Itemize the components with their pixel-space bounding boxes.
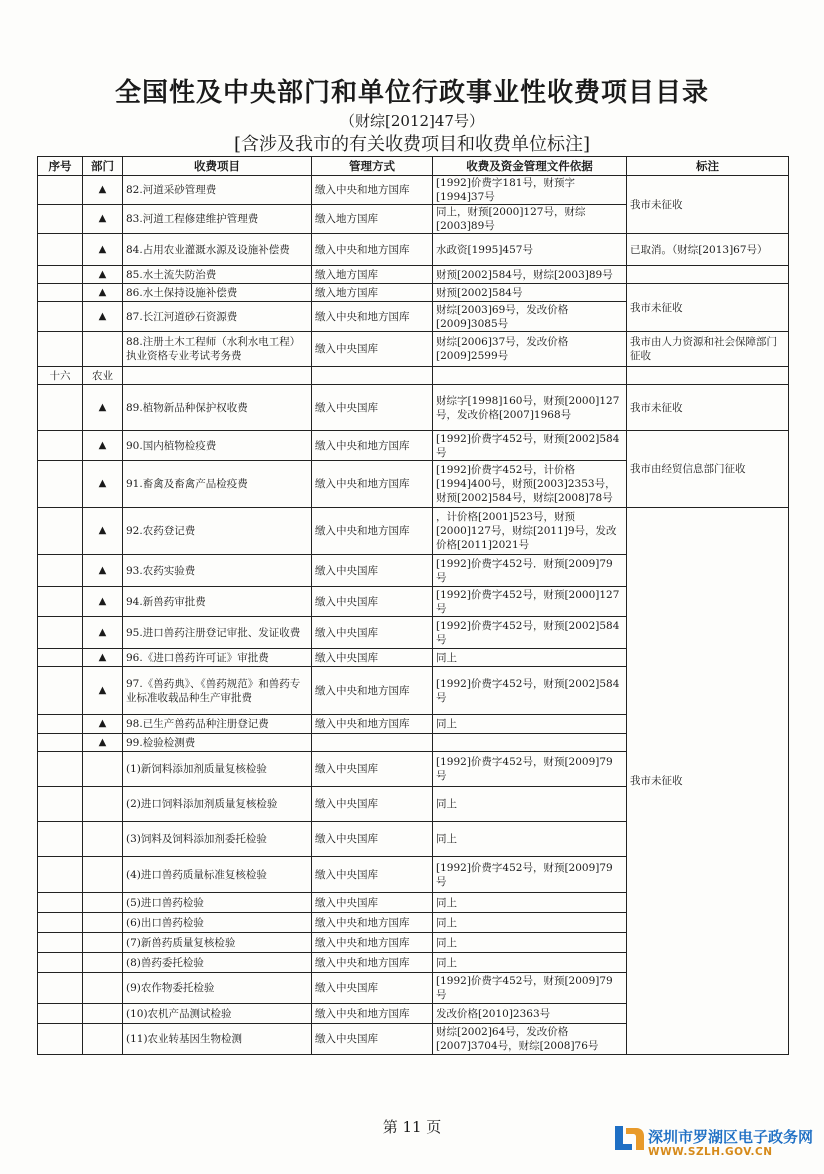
seq-cell bbox=[38, 234, 83, 266]
mgmt-cell: 缴入中央和地方国库 bbox=[312, 1004, 433, 1024]
table-row bbox=[38, 431, 789, 461]
table-row bbox=[38, 508, 789, 555]
note-cell: 我市未征收 bbox=[627, 176, 789, 234]
basis-cell: 同上，财预[2000]127号，财综[2003]89号 bbox=[433, 205, 627, 234]
item-cell: 87.长江河道砂石资源费 bbox=[123, 302, 312, 332]
basis-cell: 同上 bbox=[433, 913, 627, 933]
header-seq: 序号 bbox=[38, 157, 83, 176]
dept-marker-icon: ▲ bbox=[83, 266, 123, 284]
dept-cell bbox=[83, 822, 123, 857]
seq-cell bbox=[38, 893, 83, 913]
mgmt-cell: 缴入中央国库 bbox=[312, 332, 433, 367]
dept-cell bbox=[83, 893, 123, 913]
seq-cell bbox=[38, 284, 83, 302]
note-cell: 我市未征收 bbox=[627, 385, 789, 431]
basis-cell bbox=[433, 367, 627, 385]
seq-cell bbox=[38, 385, 83, 431]
item-cell: 82.河道采砂管理费 bbox=[123, 176, 312, 205]
basis-cell: [1992]价费字452号．财预[2009]79号 bbox=[433, 555, 627, 587]
item-cell: 95.进口兽药注册登记审批、发证收费 bbox=[123, 617, 312, 649]
mgmt-cell: 缴入中央国库 bbox=[312, 385, 433, 431]
seq-cell bbox=[38, 953, 83, 973]
dept-cell bbox=[83, 332, 123, 367]
mgmt-cell: 缴入中央和地方国库 bbox=[312, 667, 433, 715]
seq-cell bbox=[38, 461, 83, 508]
seq-cell bbox=[38, 822, 83, 857]
header-basis: 收费及资金管理文件依据 bbox=[433, 157, 627, 176]
seq-cell bbox=[38, 302, 83, 332]
basis-cell: 财预[2002]584号 bbox=[433, 284, 627, 302]
dept-cell bbox=[83, 933, 123, 953]
basis-cell: 财综字[1998]160号，财预[2000]127号，发改价格[2007]1968号 bbox=[433, 385, 627, 431]
mgmt-cell bbox=[312, 367, 433, 385]
item-cell: 98.已生产兽药品种注册登记费 bbox=[123, 715, 312, 734]
item-cell: 88.注册土木工程师（水利水电工程）执业资格专业考试考务费 bbox=[123, 332, 312, 367]
table-header-row bbox=[38, 157, 789, 176]
note-cell: 已取消。（财综[2013]67号） bbox=[627, 234, 789, 266]
item-cell: (1)新饲料添加剂质量复核检验 bbox=[123, 752, 312, 787]
mgmt-cell: 缴入中央和地方国库 bbox=[312, 913, 433, 933]
table-row bbox=[38, 266, 789, 284]
dept-cell bbox=[83, 787, 123, 822]
basis-cell: 财综[2006]37号，发改价格[2009]2599号 bbox=[433, 332, 627, 367]
note-cell: 我市未征收 bbox=[627, 508, 789, 1055]
item-cell bbox=[123, 367, 312, 385]
basis-cell: 同上 bbox=[433, 715, 627, 734]
note-cell bbox=[627, 367, 789, 385]
dept-marker-icon: ▲ bbox=[83, 508, 123, 555]
basis-cell: 财预[2002]584号，财综[2003]89号 bbox=[433, 266, 627, 284]
mgmt-cell: 缴入中央和地方国库 bbox=[312, 431, 433, 461]
item-cell: 99.检验检测费 bbox=[123, 734, 312, 752]
seq-cell bbox=[38, 649, 83, 667]
basis-cell: 水政资[1995]457号 bbox=[433, 234, 627, 266]
dept-cell bbox=[83, 1024, 123, 1055]
dept-marker-icon: ▲ bbox=[83, 734, 123, 752]
dept-cell bbox=[83, 973, 123, 1004]
mgmt-cell: 缴入中央和地方国库 bbox=[312, 953, 433, 973]
item-cell: 94.新兽药审批费 bbox=[123, 587, 312, 617]
mgmt-cell: 缴入中央国库 bbox=[312, 617, 433, 649]
seq-cell bbox=[38, 857, 83, 893]
watermark-url: WWW.SZLH.GOV.CN bbox=[648, 1146, 773, 1158]
seq-cell bbox=[38, 734, 83, 752]
document-number: （财综[2012]47号） bbox=[340, 112, 484, 130]
basis-cell: 财综[2003]69号，发改价格[2009]3085号 bbox=[433, 302, 627, 332]
dept-marker-icon: ▲ bbox=[83, 649, 123, 667]
item-cell: 90.国内植物检疫费 bbox=[123, 431, 312, 461]
dept-marker-icon: ▲ bbox=[83, 284, 123, 302]
dept-cell bbox=[83, 953, 123, 973]
item-cell: (6)出口兽药检验 bbox=[123, 913, 312, 933]
document-note: [含涉及我市的有关收费项目和收费单位标注] bbox=[233, 134, 591, 155]
seq-cell bbox=[38, 715, 83, 734]
basis-cell: 同上 bbox=[433, 822, 627, 857]
table-row bbox=[38, 332, 789, 367]
item-cell: 85.水土流失防治费 bbox=[123, 266, 312, 284]
dept-marker-icon: ▲ bbox=[83, 234, 123, 266]
basis-cell: [1992]价费字452号，计价格[1994]400号，财预[2003]2353号，财预[2002]584号，财综[2008]78号 bbox=[433, 461, 627, 508]
item-cell: (10)农机产品测试检验 bbox=[123, 1004, 312, 1024]
page-number: 第 11 页 bbox=[382, 1118, 442, 1136]
mgmt-cell: 缴入中央国库 bbox=[312, 1024, 433, 1055]
mgmt-cell bbox=[312, 734, 433, 752]
item-cell: 97.《兽药典》、《兽药规范》和兽药专业标准收载品种生产审批费 bbox=[123, 667, 312, 715]
seq-cell bbox=[38, 587, 83, 617]
seq-cell bbox=[38, 508, 83, 555]
basis-cell: 发改价格[2010]2363号 bbox=[433, 1004, 627, 1024]
basis-cell bbox=[433, 734, 627, 752]
basis-cell: 同上 bbox=[433, 893, 627, 913]
basis-cell: [1992]价费字452号，财预[2002]584号 bbox=[433, 667, 627, 715]
item-cell: 83.河道工程修建维护管理费 bbox=[123, 205, 312, 234]
note-cell bbox=[627, 266, 789, 284]
seq-cell bbox=[38, 176, 83, 205]
table-row bbox=[38, 234, 789, 266]
dept-cell bbox=[83, 913, 123, 933]
note-cell: 我市由人力资源和社会保障部门征收 bbox=[627, 332, 789, 367]
seq-cell bbox=[38, 431, 83, 461]
dept-marker-icon: ▲ bbox=[83, 555, 123, 587]
mgmt-cell: 缴入中央国库 bbox=[312, 752, 433, 787]
dept-marker-icon: ▲ bbox=[83, 587, 123, 617]
mgmt-cell: 缴入中央国库 bbox=[312, 649, 433, 667]
note-cell: 我市由经贸信息部门征收 bbox=[627, 431, 789, 508]
dept-marker-icon: ▲ bbox=[83, 176, 123, 205]
seq-cell bbox=[38, 973, 83, 1004]
header-mgmt: 管理方式 bbox=[312, 157, 433, 176]
item-cell: (8)兽药委托检验 bbox=[123, 953, 312, 973]
basis-cell: 同上 bbox=[433, 649, 627, 667]
mgmt-cell: 缴入中央和地方国库 bbox=[312, 176, 433, 205]
mgmt-cell: 缴入中央和地方国库 bbox=[312, 302, 433, 332]
seq-cell bbox=[38, 752, 83, 787]
basis-cell: [1992]价费字181号，财预字[1994]37号 bbox=[433, 176, 627, 205]
note-cell: 我市未征收 bbox=[627, 284, 789, 332]
dept-marker-icon: ▲ bbox=[83, 667, 123, 715]
mgmt-cell: 缴入中央和地方国库 bbox=[312, 508, 433, 555]
item-cell: 86.水土保持设施补偿费 bbox=[123, 284, 312, 302]
basis-cell: 财综[2002]64号，发改价格[2007]3704号，财综[2008]76号 bbox=[433, 1024, 627, 1055]
mgmt-cell: 缴入中央国库 bbox=[312, 857, 433, 893]
seq-cell bbox=[38, 787, 83, 822]
mgmt-cell: 缴入中央国库 bbox=[312, 822, 433, 857]
basis-cell: [1992]价费字452号，财预[2000]127号 bbox=[433, 587, 627, 617]
mgmt-cell: 缴入中央国库 bbox=[312, 587, 433, 617]
header-item: 收费项目 bbox=[123, 157, 312, 176]
watermark-name: 深圳市罗湖区电子政务网 bbox=[648, 1128, 814, 1146]
basis-cell: ，计价格[2001]523号，财预[2000]127号，财综[2011]9号，发改价格[2011]2021号 bbox=[433, 508, 627, 555]
basis-cell: [1992]价费字452号，财预[2009]79号 bbox=[433, 973, 627, 1004]
table-row bbox=[38, 385, 789, 431]
dept-marker-icon: ▲ bbox=[83, 431, 123, 461]
table-row bbox=[38, 284, 789, 302]
item-cell: (4)进口兽药质量标准复核检验 bbox=[123, 857, 312, 893]
item-cell: (11)农业转基因生物检测 bbox=[123, 1024, 312, 1055]
seq-cell bbox=[38, 1024, 83, 1055]
dept-cell bbox=[83, 857, 123, 893]
watermark-logo-icon bbox=[612, 1122, 646, 1154]
mgmt-cell: 缴入中央和地方国库 bbox=[312, 234, 433, 266]
fee-table bbox=[37, 156, 789, 1055]
document-title: 全国性及中央部门和单位行政事业性收费项目目录 bbox=[114, 78, 709, 108]
seq-cell bbox=[38, 933, 83, 953]
mgmt-cell: 缴入中央国库 bbox=[312, 555, 433, 587]
table-row bbox=[38, 176, 789, 205]
mgmt-cell: 缴入地方国库 bbox=[312, 205, 433, 234]
seq-cell bbox=[38, 913, 83, 933]
section-row bbox=[38, 367, 789, 385]
dept-cell bbox=[83, 752, 123, 787]
item-cell: (5)进口兽药检验 bbox=[123, 893, 312, 913]
seq-cell bbox=[38, 266, 83, 284]
seq-cell bbox=[38, 332, 83, 367]
dept-cell bbox=[83, 1004, 123, 1024]
dept-marker-icon: ▲ bbox=[83, 715, 123, 734]
dept-marker-icon: ▲ bbox=[83, 617, 123, 649]
item-cell: 93.农药实验费 bbox=[123, 555, 312, 587]
section-number: 十六 bbox=[38, 367, 83, 385]
item-cell: 96.《进口兽药许可证》审批费 bbox=[123, 649, 312, 667]
dept-marker-icon: ▲ bbox=[83, 461, 123, 508]
item-cell: (9)农作物委托检验 bbox=[123, 973, 312, 1004]
basis-cell: [1992]价费字452号，财预[2009]79号 bbox=[433, 752, 627, 787]
item-cell: 91.畜禽及畜禽产品检疫费 bbox=[123, 461, 312, 508]
dept-marker-icon: ▲ bbox=[83, 302, 123, 332]
item-cell: (7)新兽药质量复核检验 bbox=[123, 933, 312, 953]
seq-cell bbox=[38, 205, 83, 234]
item-cell: 92.农药登记费 bbox=[123, 508, 312, 555]
item-cell: (3)饲料及饲料添加剂委托检验 bbox=[123, 822, 312, 857]
mgmt-cell: 缴入中央和地方国库 bbox=[312, 461, 433, 508]
basis-cell: [1992]价费字452号，财预[2009]79号 bbox=[433, 857, 627, 893]
mgmt-cell: 缴入地方国库 bbox=[312, 284, 433, 302]
basis-cell: 同上 bbox=[433, 787, 627, 822]
mgmt-cell: 缴入中央和地方国库 bbox=[312, 933, 433, 953]
mgmt-cell: 缴入中央国库 bbox=[312, 787, 433, 822]
item-cell: 89.植物新品种保护权收费 bbox=[123, 385, 312, 431]
seq-cell bbox=[38, 555, 83, 587]
header-notes: 标注 bbox=[627, 157, 789, 176]
basis-cell: 同上 bbox=[433, 933, 627, 953]
seq-cell bbox=[38, 617, 83, 649]
dept-marker-icon: ▲ bbox=[83, 205, 123, 234]
basis-cell: [1992]价费字452号，财预[2002]584号 bbox=[433, 617, 627, 649]
mgmt-cell: 缴入中央国库 bbox=[312, 893, 433, 913]
item-cell: (2)进口饲料添加剂质量复核检验 bbox=[123, 787, 312, 822]
basis-cell: 同上 bbox=[433, 953, 627, 973]
seq-cell bbox=[38, 667, 83, 715]
seq-cell bbox=[38, 1004, 83, 1024]
basis-cell: [1992]价费字452号，财预[2002]584号 bbox=[433, 431, 627, 461]
mgmt-cell: 缴入中央和地方国库 bbox=[312, 715, 433, 734]
mgmt-cell: 缴入中央国库 bbox=[312, 973, 433, 1004]
header-dept: 部门 bbox=[83, 157, 123, 176]
dept-marker-icon: ▲ bbox=[83, 385, 123, 431]
item-cell: 84.占用农业灌溉水源及设施补偿费 bbox=[123, 234, 312, 266]
section-dept: 农业 bbox=[83, 367, 123, 385]
mgmt-cell: 缴入地方国库 bbox=[312, 266, 433, 284]
